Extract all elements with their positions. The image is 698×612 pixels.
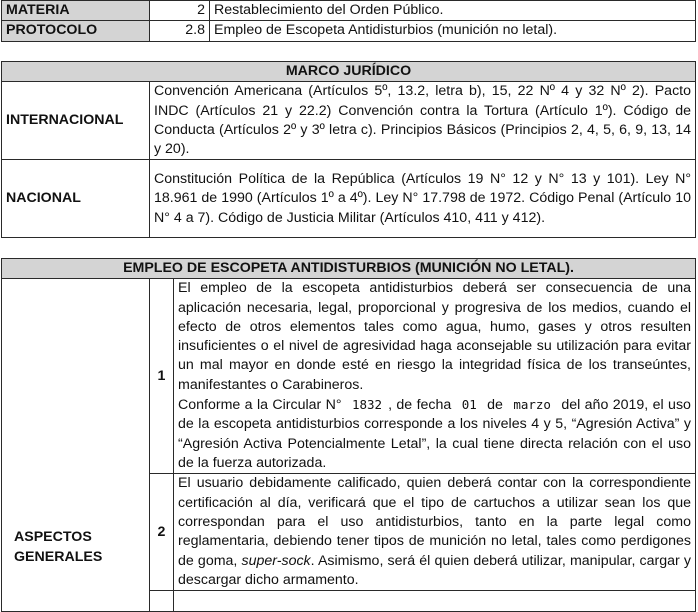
materia-row — [2, 1, 696, 21]
circular-month: marzo — [513, 397, 551, 413]
protocolo-row — [2, 21, 696, 41]
marco-title-row — [2, 62, 696, 82]
item-3-text — [174, 591, 696, 612]
nacional-label: NACIONAL — [2, 160, 150, 238]
item-2-number: 2 — [150, 474, 174, 591]
nacional-row — [2, 160, 696, 238]
internacional-row — [2, 82, 696, 160]
item-2-text-b: . Asimismo, será él quien deberá utilizar, manipular, cargar y descargar dicho armamento. — [178, 552, 691, 588]
marco-juridico-table — [1, 61, 696, 238]
item-1-paragraph: El empleo de la escopeta antidisturbios deberá ser consecuencia de una aplicación necesaria, legal, proporcional y progresiva de los medios, cuando el efecto de otros elementos tales como agua, humo, gases y otros resulten insuficientes o el nivel de agresividad haga aconsejable su utilización para evitar un mal mayor en donde esté en riesgo la integridad física de los transeúntes, manifestantes o Carabineros. — [178, 280, 691, 393]
empleo-title: EMPLEO DE ESCOPETA ANTIDISTURBIOS (MUNICIÓN NO LETAL). — [2, 259, 696, 279]
item-1-text — [174, 279, 696, 474]
item-1-number: 1 — [150, 279, 174, 474]
circular-mid: , de fecha — [388, 397, 452, 414]
header-table — [1, 0, 696, 42]
internacional-label: INTERNACIONAL — [2, 82, 150, 160]
protocolo-number: 2.8 — [150, 21, 210, 41]
empleo-table — [1, 258, 696, 612]
aspectos-generales-label: ASPECTOS GENERALES — [2, 279, 150, 612]
circular-prefix: Conforme a la Circular N° — [178, 397, 342, 414]
item-2-text-italic: super-sock — [241, 552, 311, 569]
item-1-row — [2, 279, 696, 474]
protocolo-text: Empleo de Escopeta Antidisturbios (munición no letal). — [210, 21, 696, 41]
nacional-text: Constitución Política de la República (Artículos 19 N° 12 y N° 13 y 101). Ley N° 18.961 de 1990 (Artículos 1º a 4º). Ley N° 17.798 de 1972. Código Penal (Artículo 10 N° 4 a 7). Código de Justicia Militar (Artículos 410, 411 y 412). — [150, 160, 696, 238]
internacional-text: Convención Americana (Artículos 5º, 13.2, letra b), 15, 22 Nº 4 y 32 Nº 2). Pacto INDC (Artículos 21 y 22.2) Convención contra la Tortura (Artículo 1º). Código de Conducta (Artículos 2º y 3º letra c). Principios Básicos (Principios 2, 4, 5, 6, 9, 13, 14 y 20). — [150, 82, 696, 160]
item-3-number — [150, 591, 174, 612]
item-2-text-a: El usuario debidamente calificado, quien deberá contar con la correspondiente certificación al día, verificará que el tipo de cartuchos a utilizar sean los que correspondan para el uso antidisturbios, tanto en la parte legal como reglamentaria, debiendo tener tipos de munición no letal, tales como perdigones de goma, — [178, 475, 691, 569]
circular-day: 01 — [461, 397, 477, 413]
protocolo-label: PROTOCOLO — [2, 21, 150, 41]
materia-label: MATERIA — [2, 1, 150, 21]
materia-text: Restablecimiento del Orden Público. — [210, 1, 696, 21]
item-1-circular-paragraph — [178, 395, 691, 473]
empleo-title-row — [2, 259, 696, 279]
circular-number: 1832 — [351, 397, 383, 413]
circular-suffix: del año 2019, el uso de la escopeta antidisturbios corresponde a los niveles 4 y 5, “Agresión Activa” y “Agresión Activa Potencialmente Letal”, la cual tiene directa relación con el uso de la fuerza autorizada. — [178, 397, 691, 471]
item-2-text — [174, 474, 696, 591]
circular-de: de — [487, 397, 503, 414]
marco-title: MARCO JURÍDICO — [2, 62, 696, 82]
materia-number: 2 — [150, 1, 210, 21]
